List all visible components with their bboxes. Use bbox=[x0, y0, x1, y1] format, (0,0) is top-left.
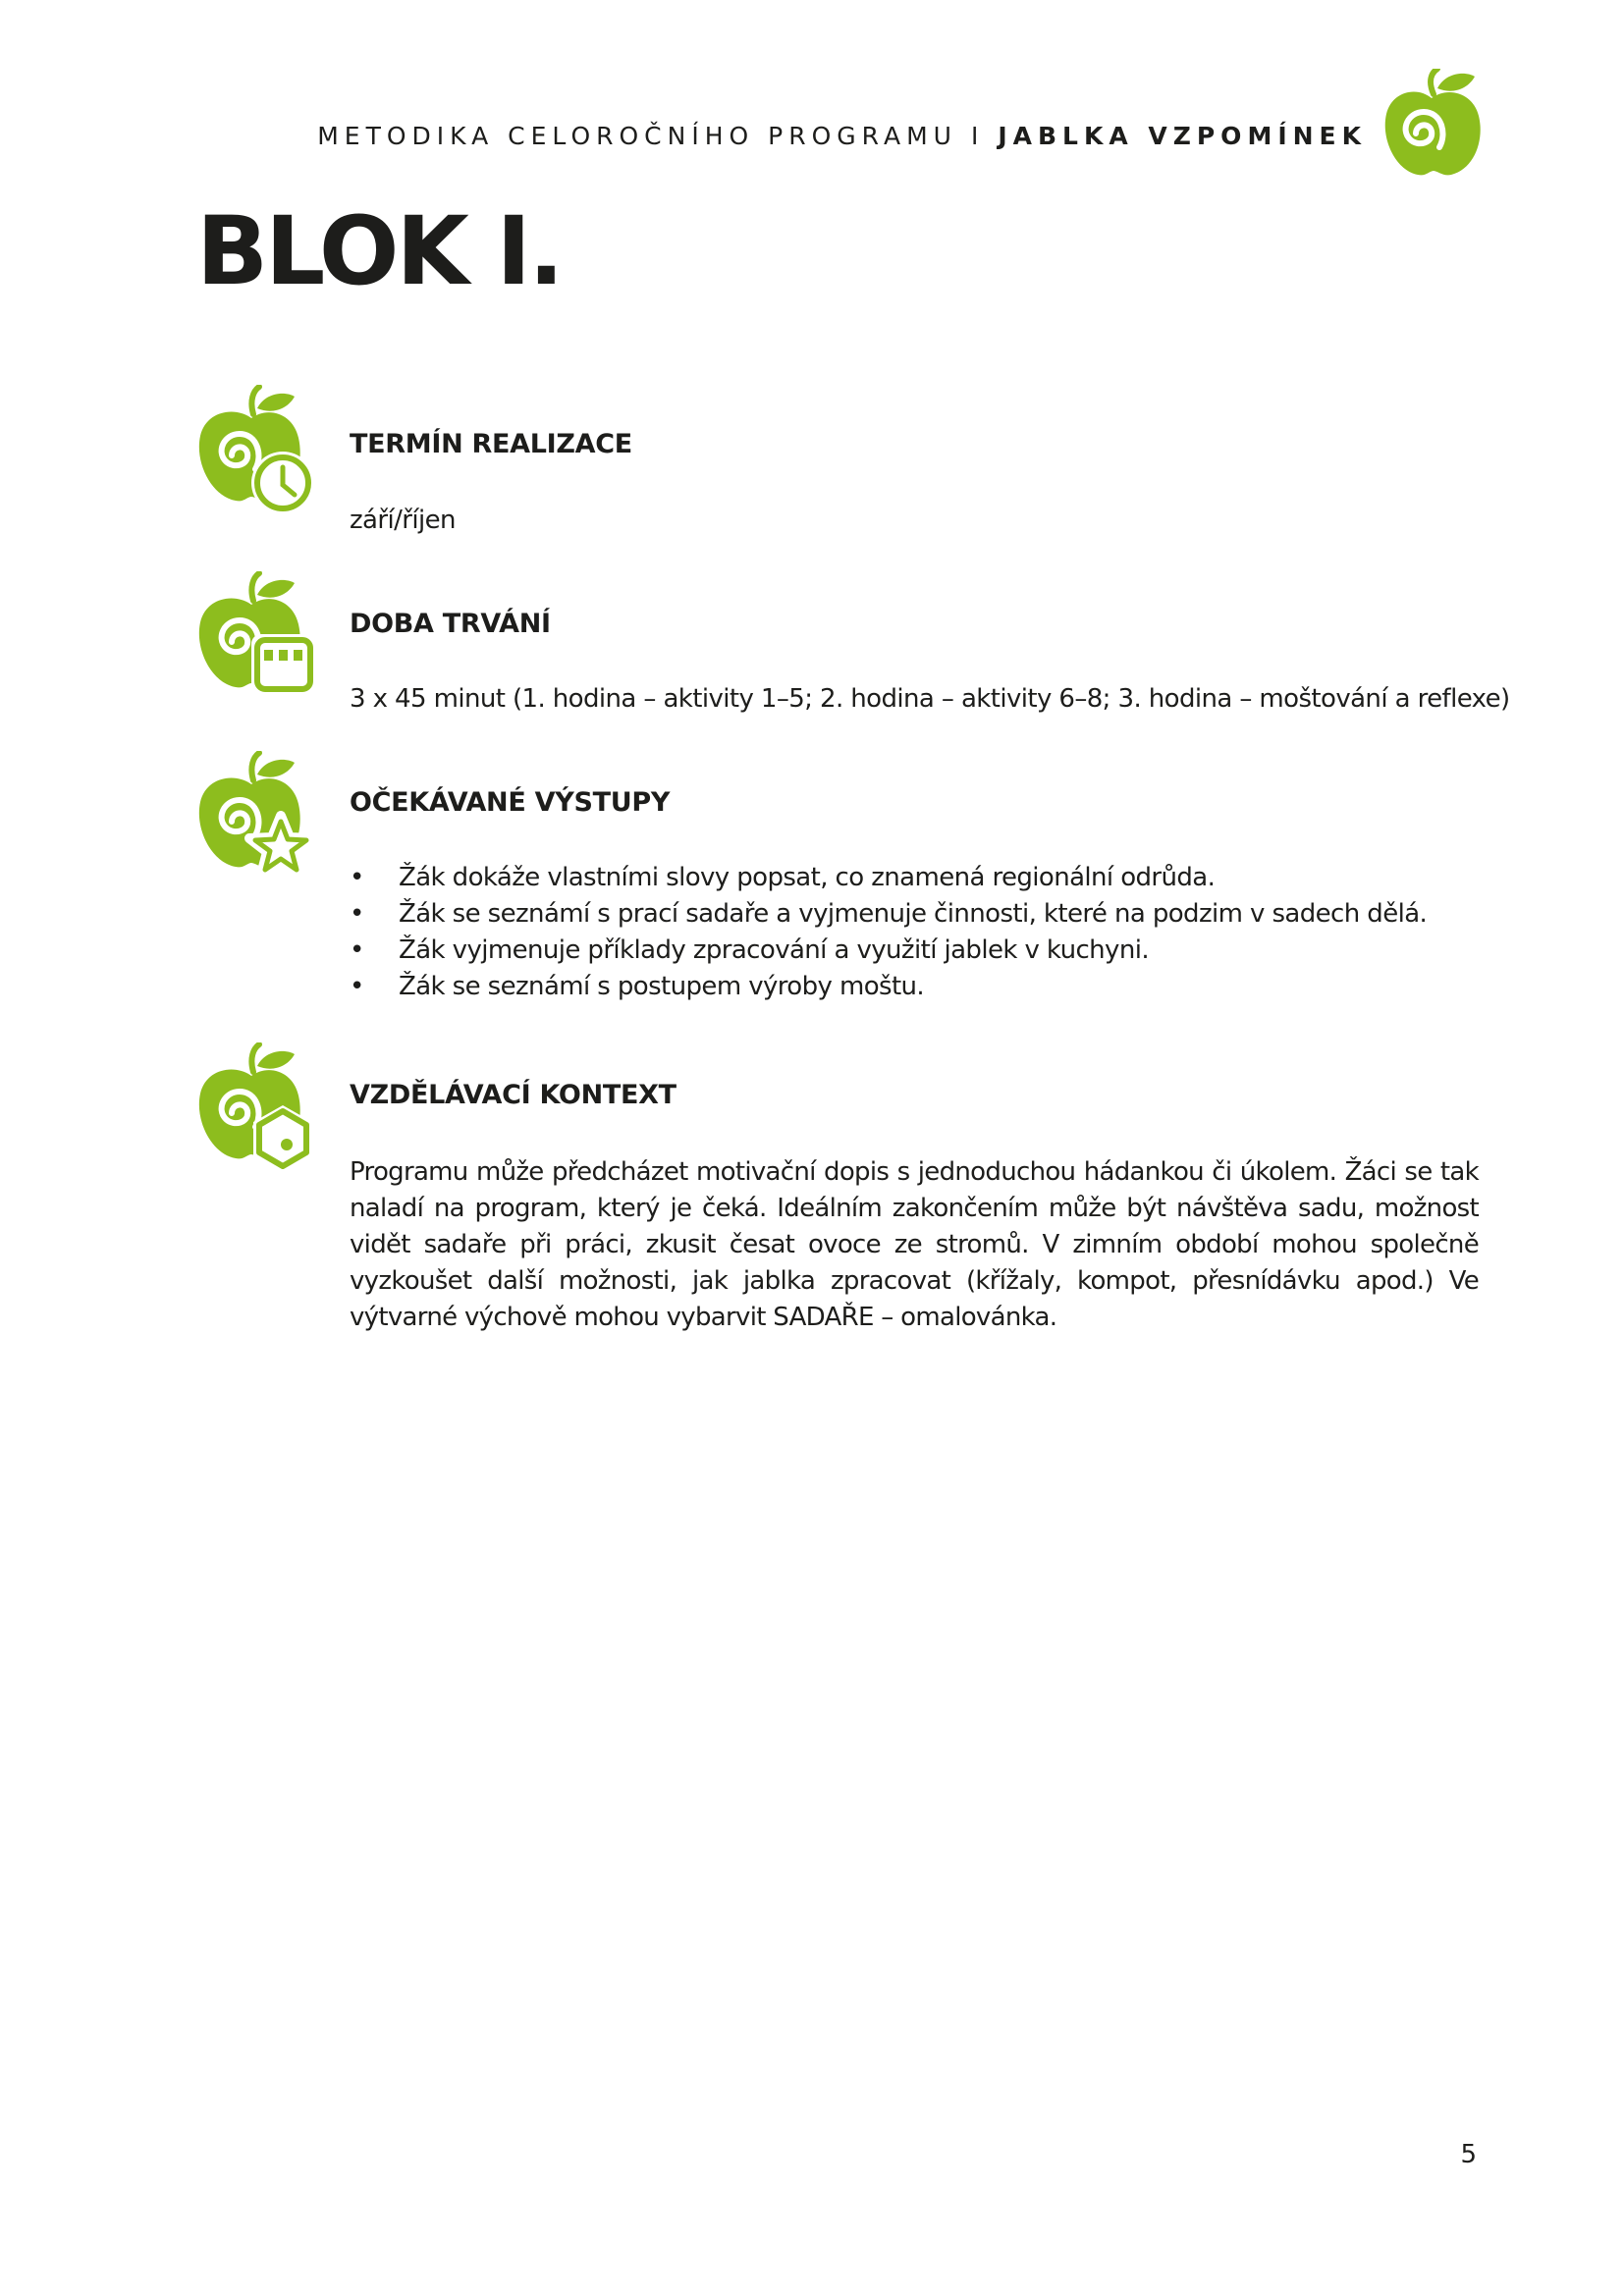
list-item: • Žák se seznámí s prací sadaře a vyjmenuje činnosti, které na podzim v sadech dělá. bbox=[350, 896, 1427, 933]
section-heading-kontext: VZDĚLÁVACÍ KONTEXT bbox=[350, 1080, 677, 1110]
apple-calendar-icon bbox=[192, 571, 316, 705]
list-item: • Žák se seznámí s postupem výroby moštu. bbox=[350, 969, 1427, 1005]
section-text-termin: září/říjen bbox=[350, 506, 456, 535]
series-title: METODIKA CELOROČNÍHO PROGRAMU bbox=[317, 121, 957, 150]
apple-clock-icon bbox=[192, 385, 316, 518]
outcomes-list bbox=[350, 860, 1427, 1005]
list-item: • Žák vyjmenuje příklady zpracování a využití jablek v kuchyni. bbox=[350, 933, 1427, 969]
program-name: JABLKA VZPOMÍNEK bbox=[998, 121, 1367, 150]
section-heading-termin: TERMÍN REALIZACE bbox=[350, 429, 632, 459]
running-header bbox=[317, 116, 1367, 155]
section-heading-doba: DOBA TRVÁNÍ bbox=[350, 609, 551, 639]
apple-star-icon bbox=[192, 751, 316, 884]
section-text-kontext: Programu může předcházet motivační dopis s jednoduchou hádankou či úkolem. Žáci se tak naladí na program, který je čeká. Ideálním zakončením může být návštěva sadu, možnost vidět sadaře při práci, zkusit česat ovoce ze stromů. V zimním období mohou společně vyzkoušet další možnosti, jak jablka zpracovat (křížaly, kompot, přesnídávku apod.) Ve výtvarné výchově mohou vybarvit SADAŘE – omalovánka. bbox=[350, 1157, 1479, 1332]
apple-hexagon-icon bbox=[192, 1042, 316, 1176]
section-text-doba: 3 x 45 minut (1. hodina – aktivity 1–5; 2. hodina – aktivity 6–8; 3. hodina – moštování a reflexe) bbox=[350, 684, 1510, 714]
page-title: BLOK I. bbox=[196, 196, 562, 306]
list-item: • Žák dokáže vlastními slovy popsat, co znamená regionální odrůda. bbox=[350, 860, 1427, 896]
apple-logo-icon bbox=[1379, 69, 1485, 179]
header-separator: I bbox=[970, 121, 985, 150]
page-number: 5 bbox=[1460, 2140, 1477, 2169]
section-heading-vystupy: OČEKÁVANÉ VÝSTUPY bbox=[350, 787, 671, 818]
